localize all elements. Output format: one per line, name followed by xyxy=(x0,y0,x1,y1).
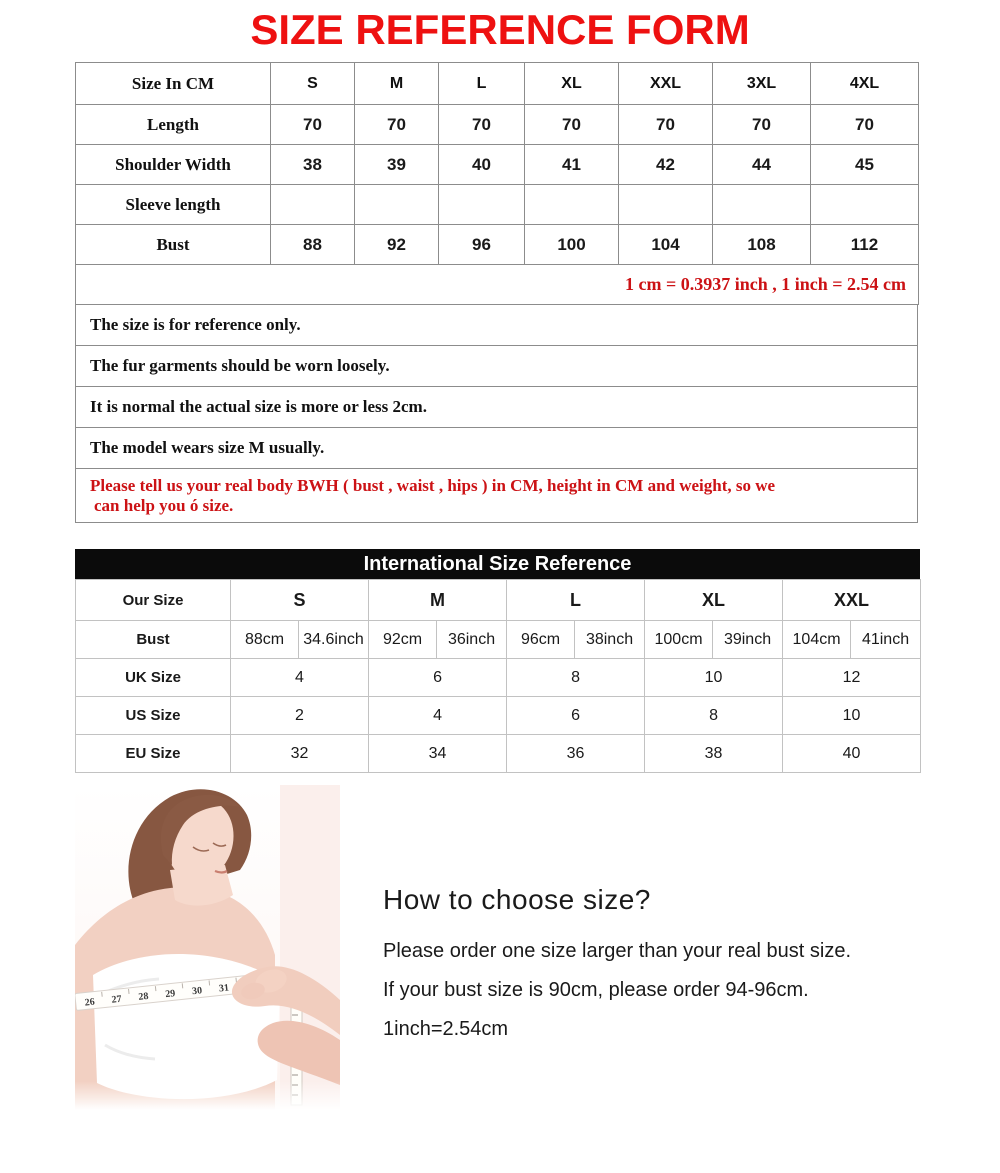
bust-measurement-photo xyxy=(75,785,340,1110)
table-cell: 38 xyxy=(645,735,783,773)
table-cell: 2 xyxy=(231,697,369,735)
table-cell: 88cm xyxy=(231,621,299,659)
note-bwh-line1: Please tell us your real body BWH ( bust , waist , hips ) in CM, height in CM and weight, so we xyxy=(90,476,776,495)
tape-number: 26 xyxy=(84,996,96,1009)
table-cell: 4 xyxy=(369,697,507,735)
table-cell: 39inch xyxy=(713,621,783,659)
table-cell: 32 xyxy=(231,735,369,773)
tape-number: 28 xyxy=(137,990,149,1003)
how-to-line-example: If your bust size is 90cm, please order 94-96cm. xyxy=(383,979,809,1001)
row-label: UK Size xyxy=(76,659,231,697)
table-cell: 36inch xyxy=(437,621,507,659)
row-label: Bust xyxy=(76,225,271,265)
intl-header-row xyxy=(76,580,921,621)
table-cell: 10 xyxy=(645,659,783,697)
tape-number: 31 xyxy=(218,982,230,995)
measuring-woman-illustration xyxy=(75,785,340,1110)
intl-row-eu xyxy=(76,735,921,773)
table-cell: 96 xyxy=(439,225,525,265)
size-table-corner-header: Size In CM xyxy=(76,63,271,105)
table-cell xyxy=(355,185,439,225)
note-worn-loosely: The fur garments should be worn loosely. xyxy=(75,345,918,387)
intl-col-xxl: XXL xyxy=(783,580,921,621)
table-cell xyxy=(619,185,713,225)
table-cell: 70 xyxy=(619,105,713,145)
size-col-xl: XL xyxy=(525,63,619,105)
intl-col-m: M xyxy=(369,580,507,621)
note-model-size: The model wears size M usually. xyxy=(75,427,918,469)
table-cell: 92cm xyxy=(369,621,437,659)
how-to-line-inch-conversion: 1inch=2.54cm xyxy=(383,1018,509,1040)
table-cell: 8 xyxy=(507,659,645,697)
table-cell: 36 xyxy=(507,735,645,773)
note-bwh-line2: can help you ó size. xyxy=(94,496,234,516)
intl-col-l: L xyxy=(507,580,645,621)
table-cell: 8 xyxy=(645,697,783,735)
table-cell: 42 xyxy=(619,145,713,185)
intl-row-bust xyxy=(76,621,921,659)
row-label: EU Size xyxy=(76,735,231,773)
table-cell xyxy=(271,185,355,225)
row-label: Bust xyxy=(76,621,231,659)
table-cell: 108 xyxy=(713,225,811,265)
note-reference-only: The size is for reference only. xyxy=(75,304,918,346)
row-label: US Size xyxy=(76,697,231,735)
international-size-title-bar: International Size Reference xyxy=(75,549,920,579)
size-col-3xl: 3XL xyxy=(713,63,811,105)
row-label: Sleeve length xyxy=(76,185,271,225)
table-cell: 70 xyxy=(713,105,811,145)
intl-corner-header: Our Size xyxy=(76,580,231,621)
intl-row-us xyxy=(76,697,921,735)
table-cell: 70 xyxy=(355,105,439,145)
table-cell: 70 xyxy=(271,105,355,145)
table-cell: 70 xyxy=(525,105,619,145)
table-cell: 39 xyxy=(355,145,439,185)
table-cell: 88 xyxy=(271,225,355,265)
table-cell: 10 xyxy=(783,697,921,735)
table-cell: 104cm xyxy=(783,621,851,659)
table-cell: 40 xyxy=(783,735,921,773)
table-cell: 100cm xyxy=(645,621,713,659)
table-cell xyxy=(525,185,619,225)
table-cell: 45 xyxy=(811,145,919,185)
table-cell: 38inch xyxy=(575,621,645,659)
table-row-bust xyxy=(76,225,919,265)
unit-conversion-note: 1 cm = 0.3937 inch , 1 inch = 2.54 cm xyxy=(76,265,919,305)
international-size-table xyxy=(75,549,920,773)
table-cell: 12 xyxy=(783,659,921,697)
table-cell: 100 xyxy=(525,225,619,265)
table-cell: 41inch xyxy=(851,621,921,659)
tape-number: 29 xyxy=(164,988,176,1001)
how-to-heading: How to choose size? xyxy=(383,884,651,915)
table-cell: 34 xyxy=(369,735,507,773)
intl-row-uk xyxy=(76,659,921,697)
how-to-choose-section xyxy=(383,884,943,1057)
table-cell: 38 xyxy=(271,145,355,185)
table-row-length xyxy=(76,105,919,145)
table-cell: 34.6inch xyxy=(299,621,369,659)
size-table-header-row xyxy=(76,63,919,105)
tape-number: 30 xyxy=(191,985,203,998)
size-col-s: S xyxy=(271,63,355,105)
table-row-sleeve-length xyxy=(76,185,919,225)
table-cell: 70 xyxy=(439,105,525,145)
page-title: SIZE REFERENCE FORM xyxy=(250,6,750,53)
intl-col-s: S xyxy=(231,580,369,621)
table-cell: 6 xyxy=(507,697,645,735)
row-label: Shoulder Width xyxy=(76,145,271,185)
tape-number: 27 xyxy=(111,993,123,1006)
table-cell: 92 xyxy=(355,225,439,265)
size-col-l: L xyxy=(439,63,525,105)
table-cell: 41 xyxy=(525,145,619,185)
size-col-4xl: 4XL xyxy=(811,63,919,105)
note-tolerance: It is normal the actual size is more or less 2cm. xyxy=(75,386,918,428)
table-cell: 44 xyxy=(713,145,811,185)
table-cell xyxy=(811,185,919,225)
row-label: Length xyxy=(76,105,271,145)
table-cell: 4 xyxy=(231,659,369,697)
size-col-m: M xyxy=(355,63,439,105)
table-cell: 70 xyxy=(811,105,919,145)
how-to-line-order-larger: Please order one size larger than your real bust size. xyxy=(383,940,852,962)
table-row-conversion xyxy=(76,265,919,305)
table-cell: 6 xyxy=(369,659,507,697)
table-cell: 40 xyxy=(439,145,525,185)
table-cell: 112 xyxy=(811,225,919,265)
note-bwh-request xyxy=(75,468,918,523)
table-cell xyxy=(439,185,525,225)
table-cell: 104 xyxy=(619,225,713,265)
table-row-shoulder-width xyxy=(76,145,919,185)
table-cell: 96cm xyxy=(507,621,575,659)
table-cell xyxy=(713,185,811,225)
size-reference-table xyxy=(75,62,918,523)
intl-col-xl: XL xyxy=(645,580,783,621)
size-col-xxl: XXL xyxy=(619,63,713,105)
